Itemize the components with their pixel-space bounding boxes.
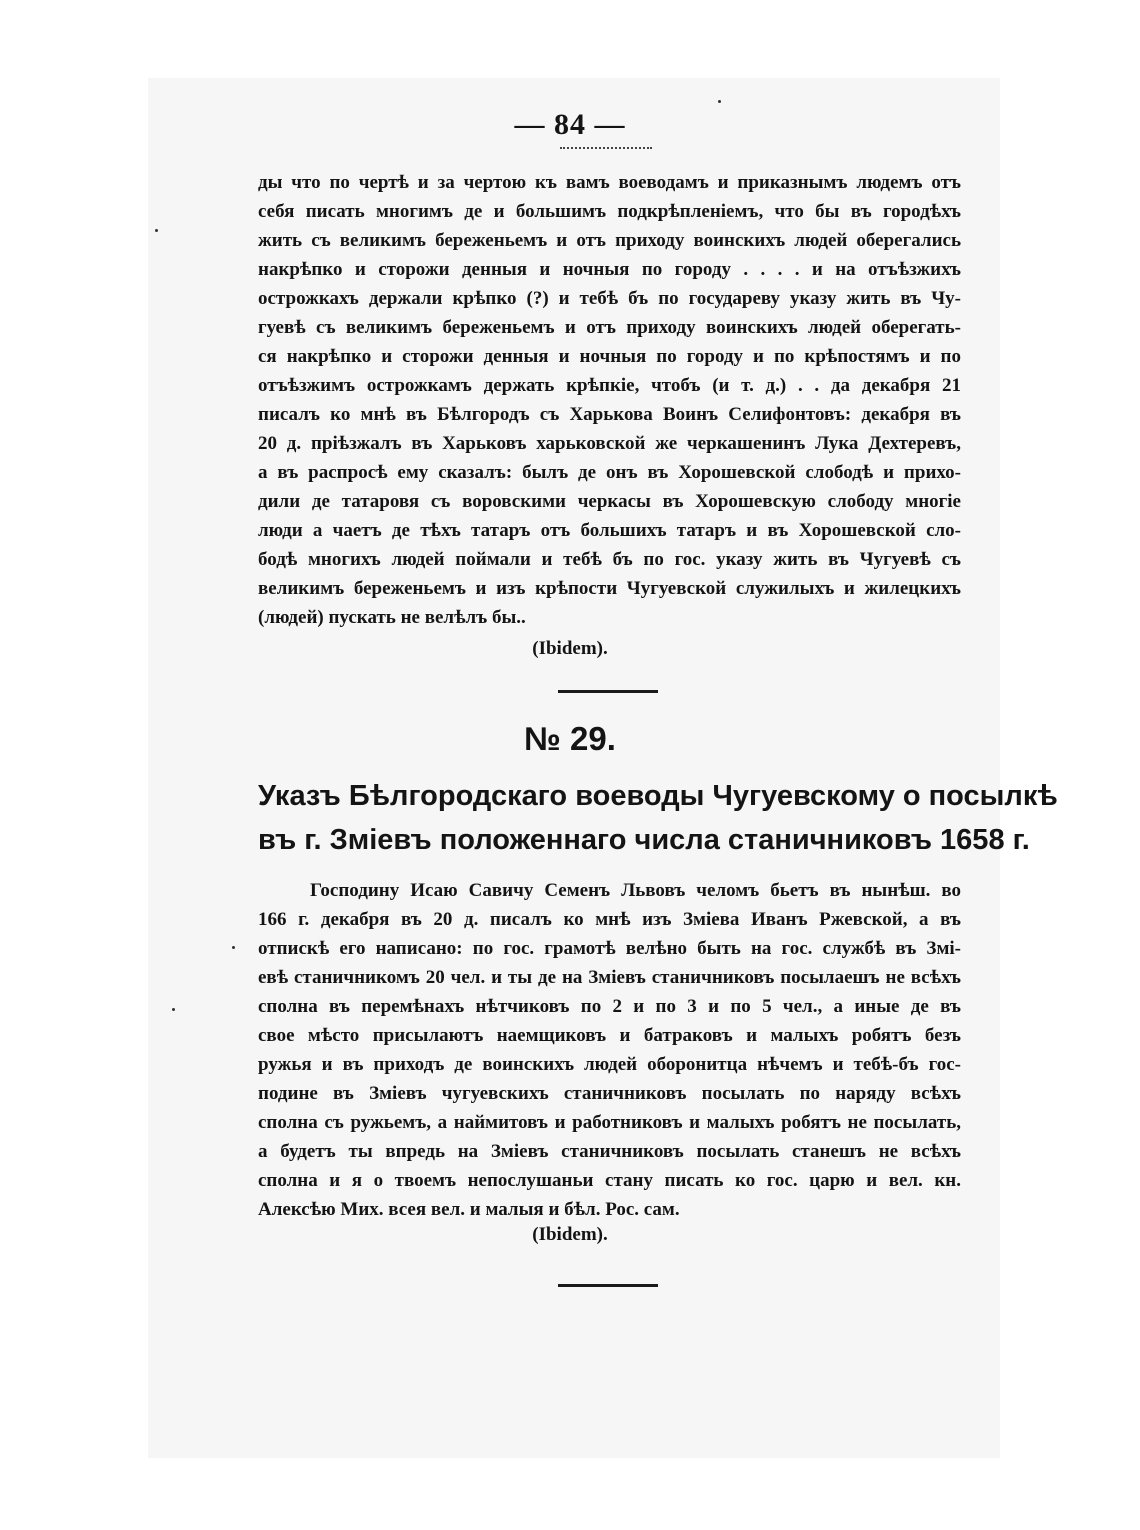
text-line: бодѣ многихъ людей поймали и тебѣ бъ по гос. указу жить въ Чугуевѣ съ: [258, 549, 961, 570]
source-citation: (Ibidem).: [532, 638, 608, 659]
text-line: острожкахъ держали крѣпко (?) и тебѣ бъ по государеву указу жить въ Чу-: [258, 288, 961, 309]
title-line: Указъ Бѣлгородскаго воеводы Чугуевскому о посылкѣ: [258, 780, 1058, 812]
text-line: писалъ ко мнѣ въ Бѣлгородъ съ Харькова Воинъ Селифонтовъ: декабря въ: [258, 404, 961, 425]
text-line: ся накрѣпко и сторожи денныя и ночныя по городу и по крѣпостямъ и по: [258, 346, 961, 367]
text-line: гуевѣ съ великимъ береженьемъ и отъ приходу воинскихъ людей оберегать-: [258, 317, 961, 338]
section-divider: [558, 1284, 658, 1287]
text-line: отъѣзжимъ острожкамъ держать крѣпкіе, чтобъ (и т. д.) . . да декабря 21: [258, 375, 961, 396]
text-line: жить съ великимъ береженьемъ и отъ приходу воинскихъ людей оберегались: [258, 230, 961, 251]
title-line: въ г. Зміевъ положеннаго числа станичниковъ 1658 г.: [258, 824, 1030, 856]
text-line: сполна съ ружьемъ, а наймитовъ и работниковъ и малыхъ робятъ не посылать,: [258, 1112, 961, 1133]
document-text: [258, 876, 961, 1224]
text-line: сполна и я о твоемъ непослушаньи стану писать ко гос. царю и вел. кн.: [258, 1170, 961, 1191]
page-number-underline: [560, 143, 652, 149]
text-line: Господину Исаю Савичу Семенъ Львовъ челомъ бьетъ въ нынѣш. во: [310, 880, 961, 901]
scan-speck: [232, 946, 235, 949]
continuation-text: [258, 168, 961, 632]
text-line: подине въ Зміевъ чугуевскихъ станичниковъ посылать по наряду всѣхъ: [258, 1083, 961, 1104]
text-line: евѣ станичникомъ 20 чел. и ты де на Зміевъ станичниковъ посылаешъ не всѣхъ: [258, 967, 961, 988]
text-line: а будетъ ты впредь на Зміевъ станичниковъ посылать станешъ не всѣхъ: [258, 1141, 961, 1162]
text-line: 20 д. пріѣзжалъ въ Харьковъ харьковской же черкашенинъ Лука Дехтеревъ,: [258, 433, 961, 454]
text-line: (людей) пускать не велѣлъ бы..: [258, 607, 526, 628]
page-number: — 84 —: [514, 108, 626, 141]
text-line: Алексѣю Мих. всея вел. и малыя и бѣл. Рос. сам.: [258, 1199, 680, 1220]
text-line: люди а чаетъ де тѣхъ татаръ отъ большихъ татаръ и въ Хорошевской сло-: [258, 520, 961, 541]
text-line: 166 г. декабря въ 20 д. писалъ ко мнѣ изъ Зміева Иванъ Ржевской, а въ: [258, 909, 961, 930]
text-line: отпискѣ его написано: по гос. грамотѣ велѣно быть на гос. службѣ въ Змі-: [258, 938, 961, 959]
document-title: [258, 774, 1058, 862]
text-line: ружья и въ приходъ де воинскихъ людей оборонитца нѣчемъ и тебѣ-бъ гос-: [258, 1054, 961, 1075]
text-line: ды что по чертѣ и за чертою къ вамъ воеводамъ и приказнымъ людемъ отъ: [258, 172, 961, 193]
text-line: сполна въ перемѣнахъ нѣтчиковъ по 2 и по 3 и по 5 чел., а иные де въ: [258, 996, 961, 1017]
scan-speck: [172, 1008, 175, 1011]
text-line: великимъ береженьемъ и изъ крѣпости Чугуевской служилыхъ и жилецкихъ: [258, 578, 961, 599]
scan-speck: [155, 229, 158, 232]
text-line: дили де татаровя съ воровскими черкасы въ Хорошевскую слободу многіе: [258, 491, 961, 512]
text-line: а въ распросѣ ему сказалъ: былъ де онъ въ Хорошевской слободѣ и прихо-: [258, 462, 961, 483]
text-line: накрѣпко и сторожи денныя и ночныя по городу . . . . и на отъѣзжихъ: [258, 259, 961, 280]
text-line: свое мѣсто присылаютъ наемщиковъ и батраковъ и малыхъ робятъ безъ: [258, 1025, 961, 1046]
source-citation: (Ibidem).: [532, 1224, 608, 1245]
document-number: № 29.: [524, 720, 616, 757]
scan-speck: [718, 100, 721, 103]
text-line: себя писать многимъ де и большимъ подкрѣпленіемъ, что бы въ городѣхъ: [258, 201, 961, 222]
section-divider: [558, 690, 658, 693]
